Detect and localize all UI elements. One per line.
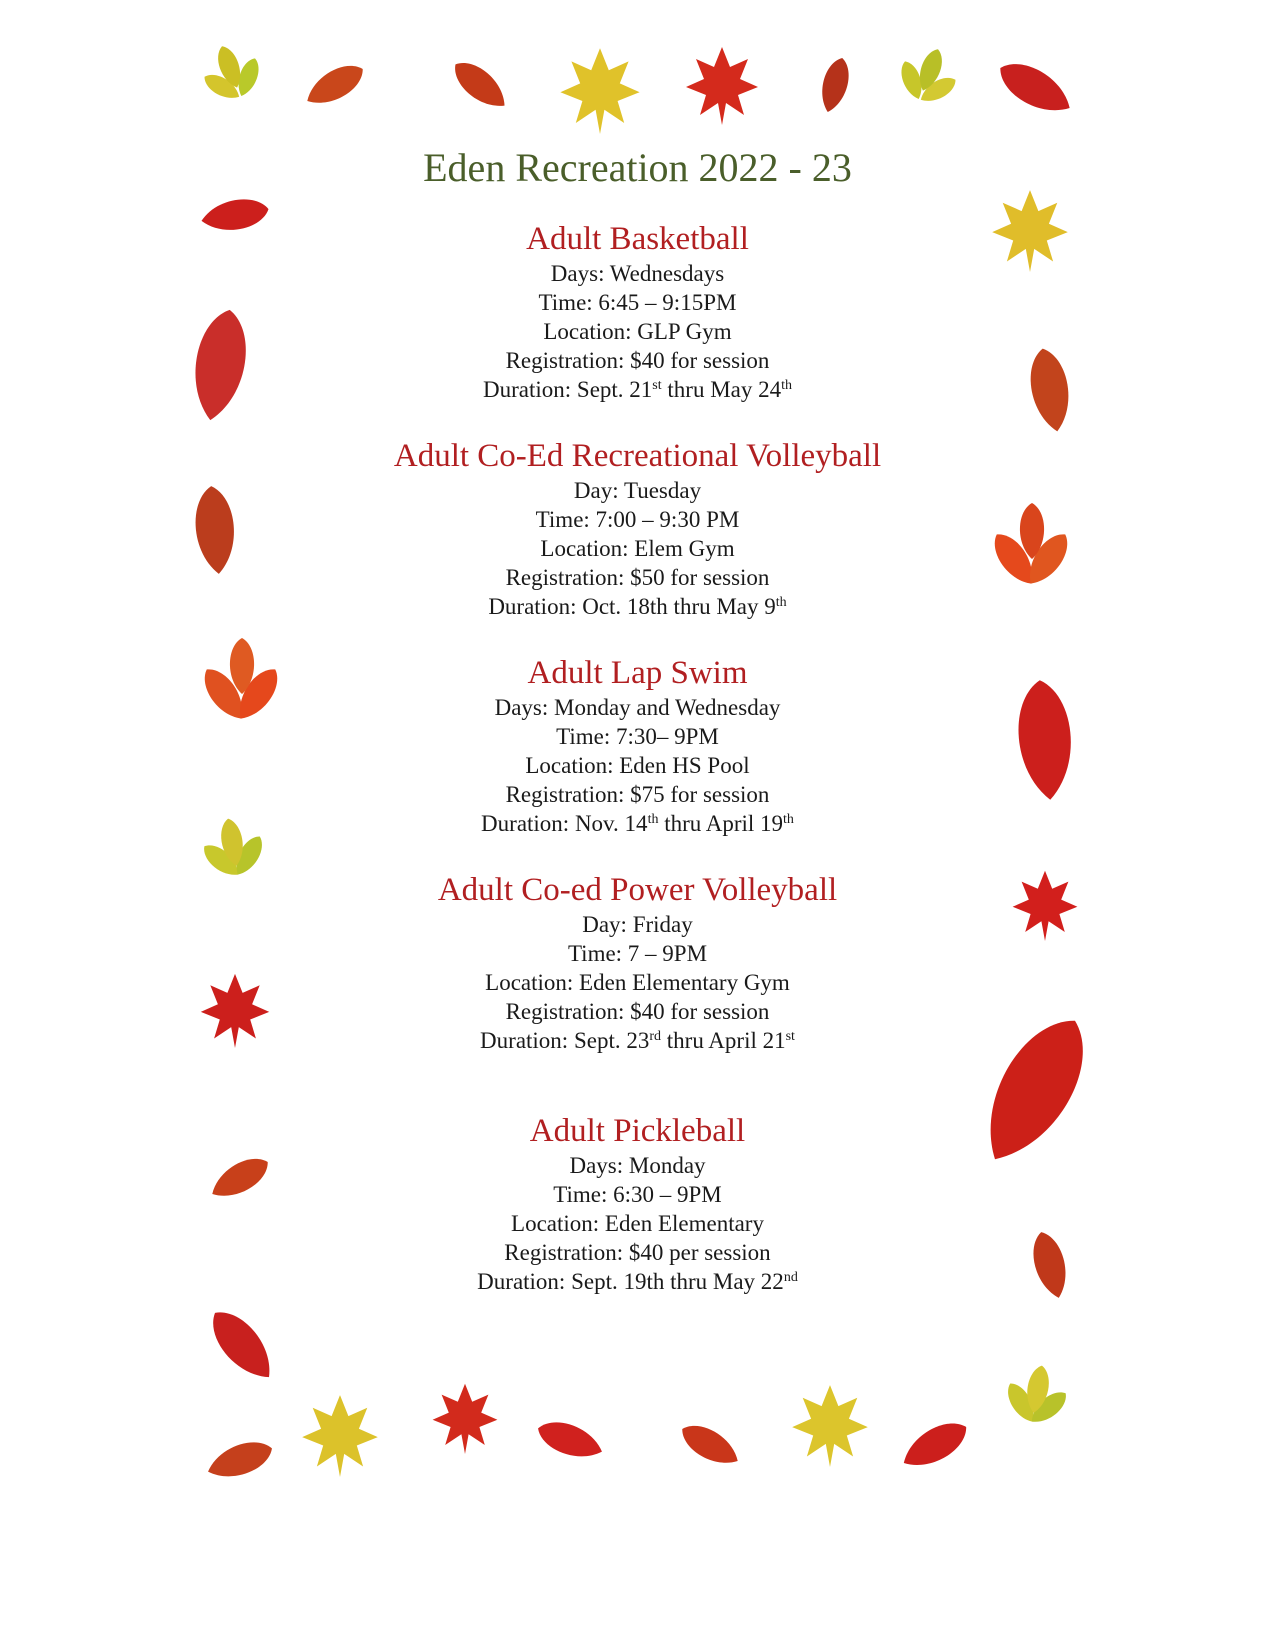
leaf-icon <box>205 1150 274 1206</box>
program-duration: Duration: Nov. 14th thru April 19th <box>481 810 794 836</box>
program-registration: Registration: $40 for session <box>505 347 770 373</box>
leaf-icon <box>201 974 269 1048</box>
leaf-icon <box>203 1435 277 1486</box>
program-days: Days: Monday and Wednesday <box>494 694 781 720</box>
leaf-icon <box>675 1417 744 1473</box>
program-days: Day: Friday <box>582 911 693 937</box>
leaf-icon <box>533 1415 607 1466</box>
program-name: Adult Pickleball <box>529 1112 746 1149</box>
leaf-icon <box>965 1003 1105 1176</box>
program-name: Adult Co-ed Power Volleyball <box>437 871 838 908</box>
program-duration: Duration: Sept. 23rd thru April 21st <box>480 1027 795 1053</box>
leaf-icon <box>447 54 514 116</box>
leaf-icon <box>886 38 969 116</box>
program-time: Time: 6:45 – 9:15PM <box>538 289 737 315</box>
leaf-icon <box>302 1395 378 1477</box>
program-duration: Duration: Sept. 21st thru May 24th <box>483 376 792 402</box>
program-registration: Registration: $40 for session <box>505 998 770 1024</box>
program-location: Location: Eden HS Pool <box>525 752 750 778</box>
program-time: Time: 7:30– 9PM <box>556 723 719 749</box>
program-time: Time: 7 – 9PM <box>567 940 708 966</box>
program-location: Location: GLP Gym <box>543 318 732 344</box>
leaf-icon <box>1027 1228 1073 1301</box>
program-days: Days: Wednesdays <box>550 260 725 286</box>
leaf-icon <box>191 35 274 113</box>
leaf-icon <box>896 1414 974 1477</box>
program-location: Location: Eden Elementary Gym <box>485 969 790 995</box>
program-name: Adult Basketball <box>526 221 749 257</box>
program-location: Location: Elem Gym <box>540 535 735 561</box>
program-time: Time: 7:00 – 9:30 PM <box>535 506 740 532</box>
program-registration: Registration: $75 for session <box>505 781 770 807</box>
program-section <box>330 438 945 621</box>
program-registration: Registration: $50 for session <box>505 564 770 590</box>
flyer-content <box>330 145 945 1296</box>
leaf-icon <box>686 47 758 125</box>
program-name: Adult Lap Swim <box>527 654 748 691</box>
program-location: Location: Eden Elementary <box>511 1210 764 1236</box>
leaf-icon <box>792 1385 868 1467</box>
leaf-icon <box>201 1301 283 1389</box>
leaf-icon <box>192 485 237 576</box>
page-title: Eden Recreation 2022 - 23 <box>423 145 852 190</box>
leaf-icon <box>560 48 639 134</box>
leaf-icon <box>300 57 369 113</box>
leaf-icon <box>196 638 286 726</box>
program-duration: Duration: Oct. 18th thru May 9th <box>488 593 787 619</box>
leaf-icon <box>986 503 1076 591</box>
leaf-icon <box>193 812 274 886</box>
program-section <box>330 1113 945 1296</box>
leaf-icon <box>1025 345 1075 434</box>
program-section <box>330 221 945 404</box>
program-section <box>330 872 945 1055</box>
leaf-icon <box>1014 678 1076 802</box>
leaf-icon <box>186 306 253 425</box>
leaf-icon <box>1013 871 1078 941</box>
leaf-icon <box>992 53 1079 123</box>
program-days: Day: Tuesday <box>573 477 702 503</box>
program-section <box>330 655 945 838</box>
leaf-icon <box>433 1384 498 1454</box>
program-duration: Duration: Sept. 19th thru May 22nd <box>477 1268 798 1294</box>
program-registration: Registration: $40 per session <box>504 1239 771 1265</box>
program-time: Time: 6:30 – 9PM <box>553 1181 722 1207</box>
program-name: Adult Co-Ed Recreational Volleyball <box>393 437 882 474</box>
leaf-icon <box>996 1359 1077 1433</box>
leaf-icon <box>199 195 271 236</box>
leaf-icon <box>992 190 1068 272</box>
leaf-icon <box>816 55 854 115</box>
program-days: Days: Monday <box>569 1152 706 1178</box>
